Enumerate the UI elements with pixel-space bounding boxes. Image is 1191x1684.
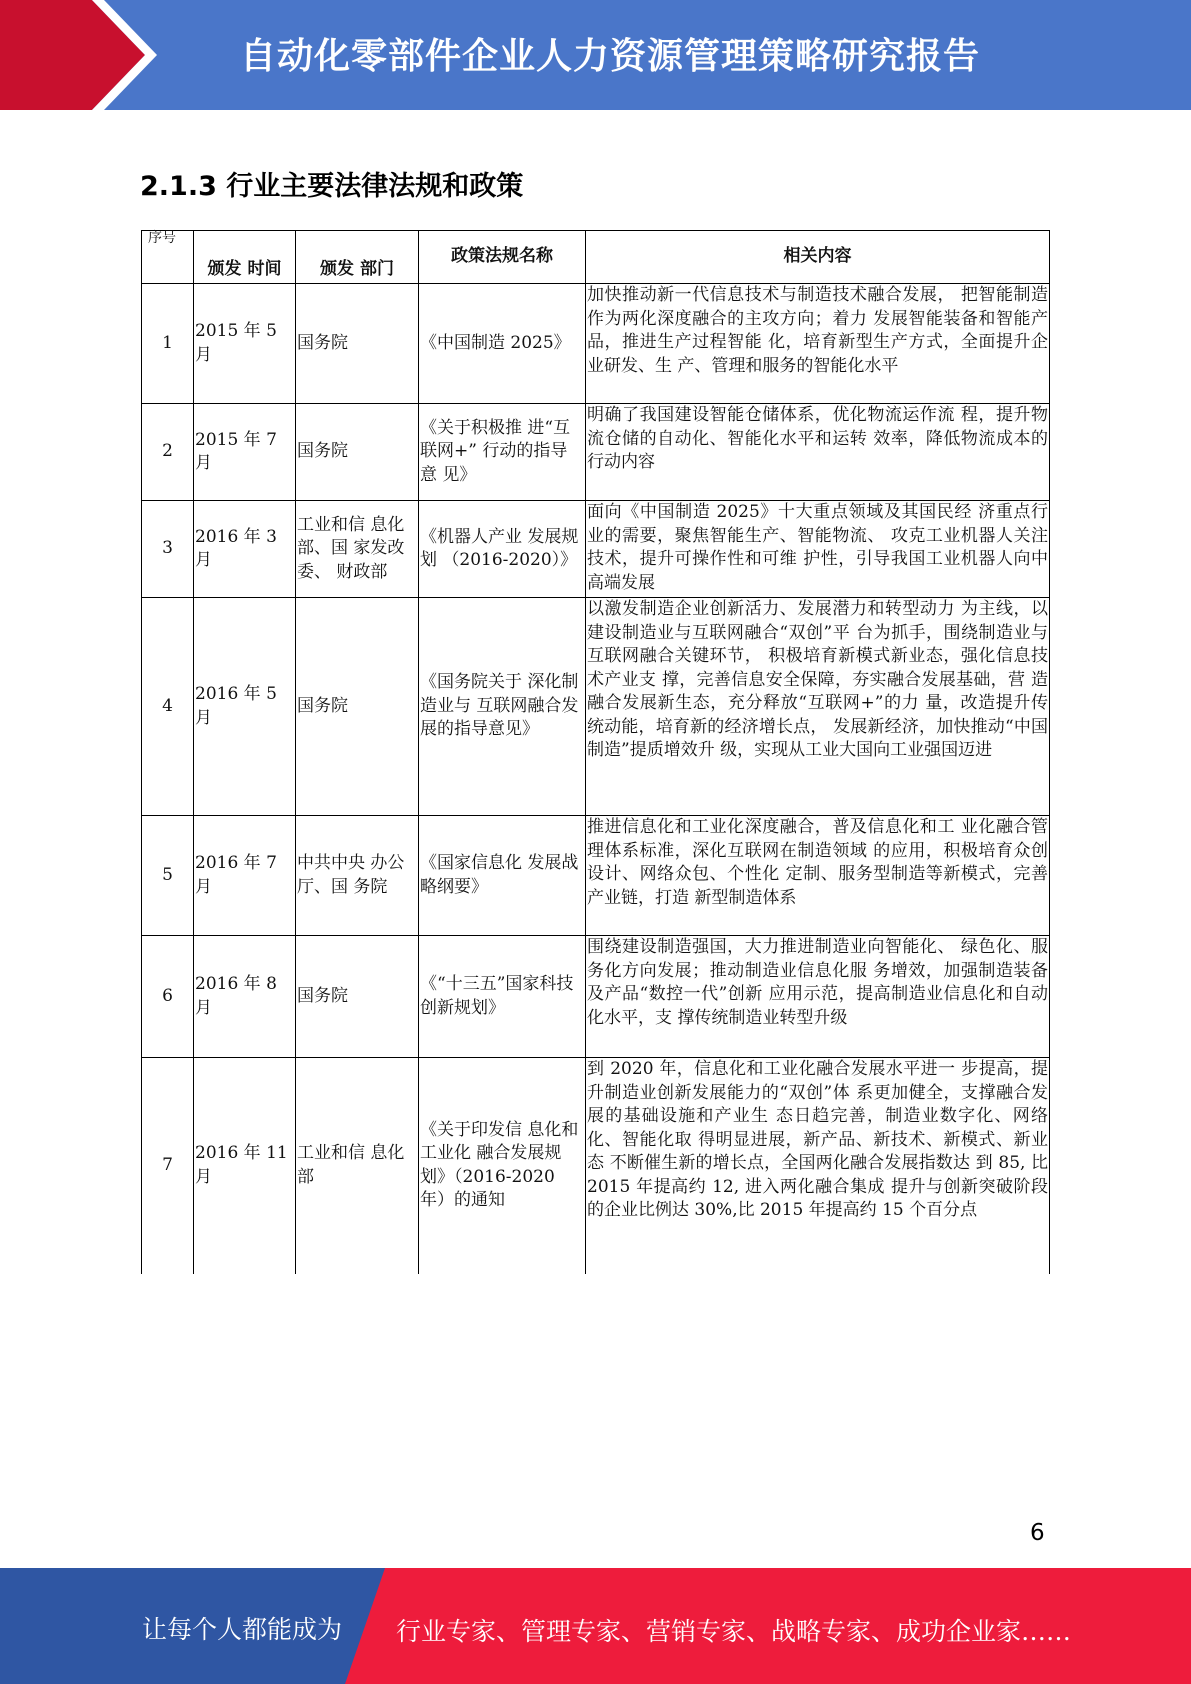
footer-slogan-left: 让每个人都能成为: [142, 1615, 343, 1644]
table-header-row: [142, 231, 1050, 284]
cell-dept: 国务院: [296, 284, 419, 404]
cell-date: 2015 年 7 月: [194, 404, 296, 501]
cell-date: 2016 年 11 月: [194, 1058, 296, 1274]
table-row: [142, 1058, 1050, 1274]
cell-content: 推进信息化和工业化深度融合，普及信息化和工 业化融合管理体系标准，深化互联网在制造领域 的应用，积极培育众创设计、网络众包、个性化 定制、服务型制造等新模式，完善产业链，打造 新型制造体系: [586, 816, 1050, 936]
cell-dept: 中共中央 办公厅、国 务院: [296, 816, 419, 936]
cell-dept: 工业和信 息化部: [296, 1058, 419, 1274]
table-row: [142, 816, 1050, 936]
cell-date: 2016 年 5 月: [194, 598, 296, 816]
cell-dept: 国务院: [296, 598, 419, 816]
cell-content: 面向《中国制造 2025》十大重点领域及其国民经 济重点行业的需要，聚焦智能生产、智能物流、 攻克工业机器人关注技术，提升可操作性和可维 护性，引导我国工业机器人向中高端发展: [586, 501, 1050, 598]
cell-content: 以激发制造企业创新活力、发展潜力和转型动力 为主线，以建设制造业与互联网融合“双创”平 台为抓手，围绕制造业与互联网融合关键环节， 积极培育新模式新业态，强化信息技术产业支 撑，完善信息安全保障，夯实融合发展基础，营 造融合发展新生态，充分释放“互联网+”的力 量，改造提升传统动能，培育新的经济增长点， 发展新经济，加快推动“中国制造”提质增效升 级，实现从工业大国向工业强国迈进: [586, 598, 1050, 816]
cell-no: 2: [142, 404, 194, 501]
table-row: [142, 936, 1050, 1058]
cell-date: 2016 年 8 月: [194, 936, 296, 1058]
cell-no: 7: [142, 1058, 194, 1274]
table-row: [142, 284, 1050, 404]
cell-name: 《中国制造 2025》: [419, 284, 586, 404]
cell-no: 4: [142, 598, 194, 816]
column-header-name: 政策法规名称: [419, 231, 586, 284]
cell-no: 1: [142, 284, 194, 404]
table-row: [142, 598, 1050, 816]
table-row: [142, 404, 1050, 501]
cell-content: 加快推动新一代信息技术与制造技术融合发展， 把智能制造作为两化深度融合的主攻方向；着力 发展智能装备和智能产品，推进生产过程智能 化，培育新型生产方式，全面提升企业研发、生 产、管理和服务的智能化水平: [586, 284, 1050, 404]
cell-name: 《关于印发信 息化和工业化 融合发展规划》（2016-2020 年）的通知: [419, 1058, 586, 1274]
cell-no: 6: [142, 936, 194, 1058]
report-footer: [0, 1568, 1191, 1684]
section-heading: 2.1.3 行业主要法律法规和政策: [140, 171, 524, 202]
report-header: [0, 0, 1191, 110]
column-header-date: 颁发 时间: [194, 231, 296, 284]
cell-content: 围绕建设制造强国，大力推进制造业向智能化、 绿色化、服务化方向发展；推动制造业信息化服 务增效，加强制造装备及产品“数控一代”创新 应用示范，提高制造业信息化和自动化水平，支 撑传统制造业转型升级: [586, 936, 1050, 1058]
cell-no: 3: [142, 501, 194, 598]
cell-name: 《国务院关于 深化制造业与 互联网融合发 展的指导意见》: [419, 598, 586, 816]
cell-name: 《国家信息化 发展战略纲要》: [419, 816, 586, 936]
cell-date: 2016 年 3 月: [194, 501, 296, 598]
cell-dept: 工业和信 息化部、国 家发改委、 财政部: [296, 501, 419, 598]
cell-date: 2015 年 5 月: [194, 284, 296, 404]
header-red-arrow: [0, 0, 160, 110]
column-header-no: 序号: [142, 231, 194, 284]
policy-table: [141, 230, 1050, 1274]
cell-content: 明确了我国建设智能仓储体系，优化物流运作流 程，提升物流仓储的自动化、智能化水平和运转 效率，降低物流成本的行动内容: [586, 404, 1050, 501]
cell-dept: 国务院: [296, 404, 419, 501]
cell-name: 《关于积极推 进“互联网+” 行动的指导意 见》: [419, 404, 586, 501]
cell-dept: 国务院: [296, 936, 419, 1058]
report-title: 自动化零部件企业人力资源管理策略研究报告: [240, 36, 981, 77]
cell-name: 《机器人产业 发展规划 （2016-2020）》: [419, 501, 586, 598]
cell-date: 2016 年 7 月: [194, 816, 296, 936]
cell-no: 5: [142, 816, 194, 936]
column-header-dept: 颁发 部门: [296, 231, 419, 284]
cell-content: 到 2020 年，信息化和工业化融合发展水平进一 步提高，提升制造业创新发展能力的“双创”体 系更加健全，支撑融合发展的基础设施和产业生 态日趋完善，制造业数字化、网络化、智能化取 得明显进展，新产品、新技术、新模式、新业态 不断催生新的增长点，全国两化融合发展指数达 到 85, 比 2015 年提高约 12, 进入两化融合集成 提升与创新突破阶段的企业比例达 30%,比 2015 年提高约 15 个百分点: [586, 1058, 1050, 1274]
table-row: [142, 501, 1050, 598]
page-number: 6: [1030, 1520, 1045, 1546]
footer-slogan-right: 行业专家、管理专家、营销专家、战略专家、成功企业家……: [396, 1617, 1072, 1646]
cell-name: 《“十三五”国家科技创新规划》: [419, 936, 586, 1058]
column-header-content: 相关内容: [586, 231, 1050, 284]
